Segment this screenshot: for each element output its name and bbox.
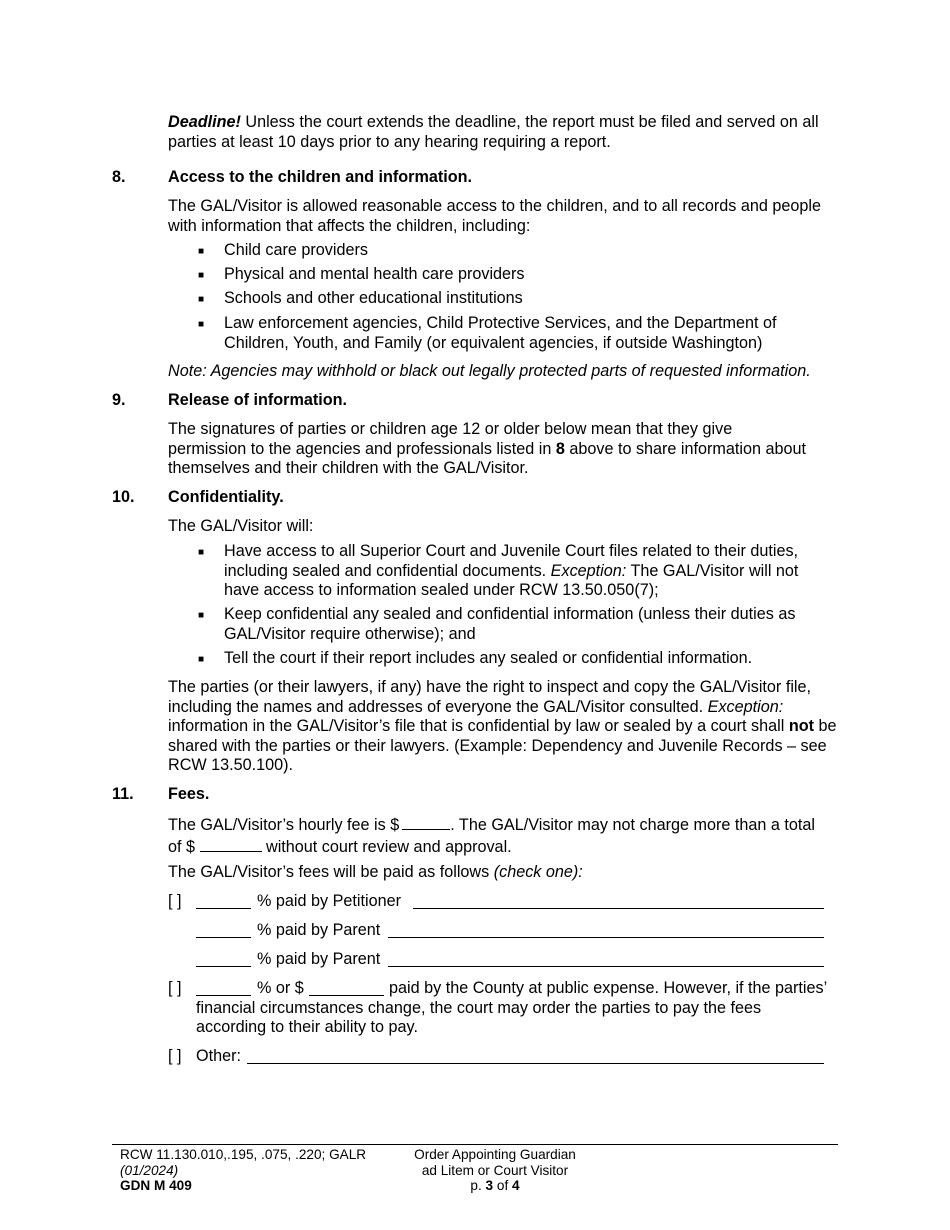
- list-item: Schools and other educational institutions: [224, 289, 523, 307]
- footer-title-line2: ad Litem or Court Visitor: [421, 1162, 569, 1178]
- section-10-number: 10.: [112, 488, 135, 506]
- section-8-intro: The GAL/Visitor is allowed reasonable access to the children, and to all records and people with information that affects the children, including:: [168, 197, 821, 235]
- section-10-title: Confidentiality.: [168, 488, 284, 506]
- footer-form-number: GDN M 409: [120, 1178, 192, 1193]
- row-petitioner-label: % paid by Petitioner: [257, 892, 401, 910]
- other-field[interactable]: [247, 1063, 824, 1064]
- bullet-icon: ■: [198, 610, 205, 621]
- row-parent2-label: % paid by Parent: [257, 950, 381, 968]
- petitioner-name-field[interactable]: [413, 908, 824, 909]
- checkbox-county[interactable]: [ ]: [168, 979, 182, 997]
- exception-label: Exception:: [707, 697, 784, 716]
- section-10-paragraph: [168, 678, 838, 776]
- fee-text: The GAL/Visitor’s hourly fee is $: [168, 816, 400, 834]
- checkbox-split[interactable]: [ ]: [168, 892, 182, 910]
- para-text: The parties (or their lawyers, if any) have the right to inspect and copy the GAL/Visitor file, including the names and addresses of everyone the GAL/Visitor consulted.: [168, 678, 812, 716]
- hourly-fee-field[interactable]: [402, 814, 450, 830]
- page-total: 4: [512, 1178, 520, 1193]
- list-item-text: Have access to all Superior Court and Juvenile Court files related to their duties, including sealed and confidential documents.: [224, 542, 799, 580]
- page-prefix: p.: [470, 1178, 482, 1193]
- list-item: Tell the court if their report includes any sealed or confidential information.: [224, 649, 753, 667]
- fee-paragraph: [168, 814, 818, 857]
- payment-instruction: [168, 863, 838, 883]
- para-text: be shared with the parties or their lawyers. (Example: Dependency and Juvenile Records – see RCW 13.50.100).: [168, 717, 837, 774]
- parent2-percent-field[interactable]: [196, 966, 251, 967]
- list-item: Law enforcement agencies, Child Protective Services, and the Department of Children, Youth, and Family (or equivalent agencies, if outside Washington): [224, 314, 777, 352]
- deadline-text: Unless the court extends the deadline, the report must be filed and served on all parties at least 10 days prior to any hearing requiring a report.: [168, 113, 819, 151]
- section-8-note: Note: Agencies may withhold or black out legally protected parts of requested information.: [168, 362, 811, 380]
- footer-title-line1: Order Appointing Guardian: [414, 1147, 576, 1162]
- para-text: information in the GAL/Visitor’s file that is confidential by law or sealed by a court shall: [168, 717, 785, 735]
- emphasis-not: not: [788, 717, 815, 735]
- bullet-icon: ■: [198, 246, 205, 257]
- section-9-title: Release of information.: [168, 391, 347, 409]
- checkbox-other[interactable]: [ ]: [168, 1047, 182, 1065]
- check-one-label: (check one):: [493, 863, 583, 881]
- footer-divider: [112, 1144, 838, 1145]
- county-text: paid by the County at public expense. However, if the parties’ financial circumstances change, the court may order the parties to pay the fees according to their ability to pay.: [196, 979, 827, 1036]
- section-9-ref: 8: [555, 439, 565, 458]
- section-9-number: 9.: [112, 391, 126, 409]
- payment-text: The GAL/Visitor’s fees will be paid as follows: [168, 863, 490, 881]
- footer-citation: [120, 1147, 366, 1194]
- section-8-number: 8.: [112, 168, 126, 186]
- parent1-percent-field[interactable]: [196, 937, 251, 938]
- fee-text: . The GAL/Visitor may not charge more than a total of $: [168, 816, 815, 856]
- section-9-text: [168, 420, 808, 479]
- exception-label: Exception:: [550, 561, 627, 580]
- list-item: [224, 542, 824, 601]
- petitioner-percent-field[interactable]: [196, 908, 251, 909]
- footer-rcw: RCW 11.130.010,.195, .075, .220; GALR: [120, 1147, 367, 1162]
- deadline-paragraph: [168, 113, 838, 152]
- deadline-lead: Deadline!: [168, 113, 241, 131]
- page-number: 3: [485, 1178, 494, 1193]
- row-parent1-label: % paid by Parent: [257, 921, 381, 939]
- footer-title: [395, 1147, 595, 1194]
- section-9-text-a: The signatures of parties or children age 12 or older below mean that they give permission to the agencies and professionals listed in: [168, 420, 733, 458]
- bullet-icon: ■: [198, 319, 205, 330]
- page-of: of: [496, 1178, 509, 1193]
- bullet-icon: ■: [198, 294, 205, 305]
- bullet-icon: ■: [198, 547, 205, 558]
- bullet-icon: ■: [198, 654, 205, 665]
- section-9-text-b: above to share information about themselves and their children with the GAL/Visitor.: [168, 439, 807, 477]
- county-or-label: % or $: [257, 979, 304, 997]
- list-item-text: The GAL/Visitor will not have access to information sealed under RCW 13.50.050(7);: [224, 561, 799, 599]
- section-10-intro: The GAL/Visitor will:: [168, 517, 314, 535]
- footer-page: [395, 1178, 595, 1194]
- section-8-title: Access to the children and information.: [168, 168, 473, 186]
- footer-date: (01/2024): [120, 1162, 179, 1178]
- other-label: Other:: [196, 1047, 241, 1065]
- parent1-name-field[interactable]: [388, 937, 824, 938]
- total-fee-field[interactable]: [200, 836, 262, 852]
- list-item: Keep confidential any sealed and confidential information (unless their duties as GAL/Visitor require otherwise); and: [224, 605, 796, 643]
- parent2-name-field[interactable]: [388, 966, 824, 967]
- bullet-icon: ■: [198, 270, 205, 281]
- section-11-title: Fees.: [168, 785, 210, 803]
- section-11-number: 11.: [112, 785, 134, 803]
- list-item: Child care providers: [224, 241, 368, 259]
- fee-text: without court review and approval.: [266, 837, 512, 856]
- list-item: Physical and mental health care providers: [224, 265, 525, 283]
